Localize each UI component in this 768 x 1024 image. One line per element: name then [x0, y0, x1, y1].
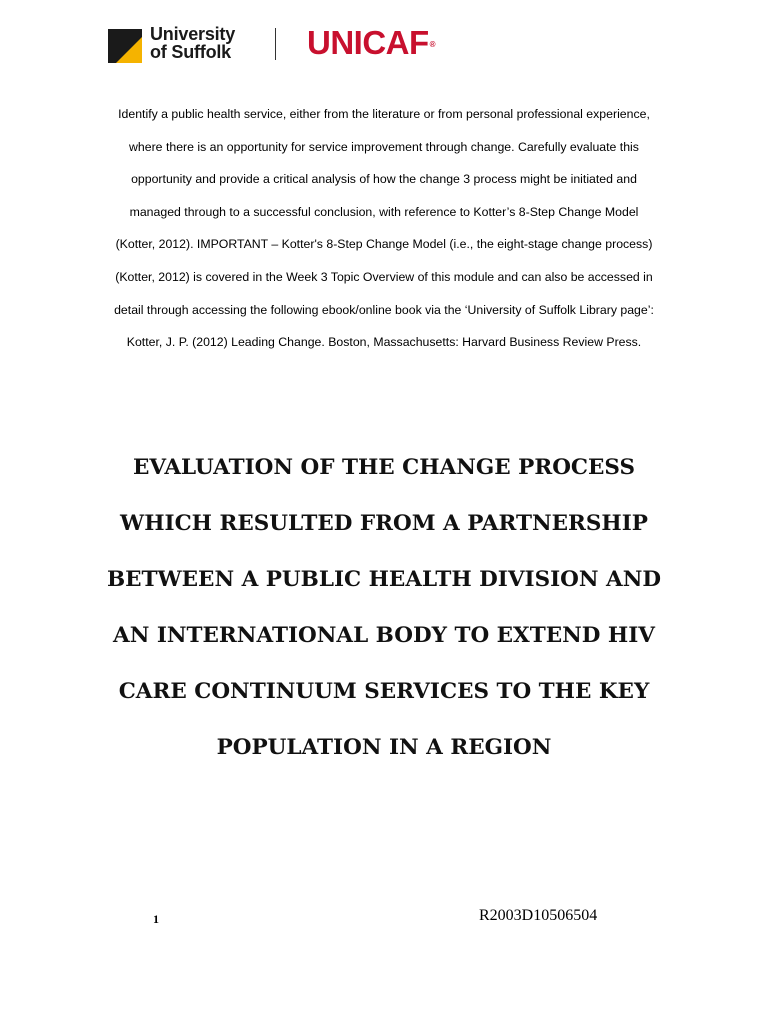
- title-line: AN INTERNATIONAL BODY TO EXTEND HIV: [113, 623, 655, 648]
- instruction-line: (Kotter, 2012). IMPORTANT – Kotter's 8-Step Change Model (i.e., the eight-stage change process): [115, 237, 653, 252]
- instruction-line: detail through accessing the following ebook/online book via the ‘University of Suffolk Library page’:: [114, 302, 654, 317]
- university-of-suffolk-wordmark: [150, 25, 235, 61]
- title-line: POPULATION IN A REGION: [216, 735, 552, 760]
- assignment-instructions: [60, 98, 708, 359]
- instruction-line: Kotter, J. P. (2012) Leading Change. Boston, Massachusetts: Harvard Business Review Press.: [126, 335, 642, 350]
- unicaf-wordmark: UNICAF: [307, 24, 429, 61]
- logo-divider: [275, 28, 276, 60]
- registered-mark: ®: [429, 40, 436, 49]
- university-name-line2: of Suffolk: [150, 42, 231, 62]
- unicaf-logo: [307, 24, 435, 62]
- title-line: BETWEEN A PUBLIC HEALTH DIVISION AND: [106, 567, 662, 592]
- page-number: 1: [153, 912, 159, 926]
- title-line: CARE CONTINUUM SERVICES TO THE KEY: [118, 679, 650, 704]
- instruction-line: opportunity and provide a critical analysis of how the change 3 process might be initiated and: [131, 172, 637, 187]
- university-name-line1: University: [150, 24, 236, 44]
- student-id: R2003D10506504: [479, 907, 598, 924]
- instruction-line: (Kotter, 2012) is covered in the Week 3 Topic Overview of this module and can also be accessed in: [115, 269, 653, 284]
- header-logos: [108, 22, 468, 62]
- title-line: WHICH RESULTED FROM A PARTNERSHIP: [120, 511, 648, 536]
- instruction-line: managed through to a successful conclusion, with reference to Kotter’s 8-Step Change Model: [129, 204, 639, 219]
- instruction-line: where there is an opportunity for service improvement through change. Carefully evaluate this: [129, 139, 639, 154]
- instruction-line: Identify a public health service, either from the literature or from personal professional experience,: [118, 107, 650, 121]
- title-line: EVALUATION OF THE CHANGE PROCESS: [132, 455, 636, 480]
- document-title: [40, 440, 728, 776]
- university-of-suffolk-logo-icon: [108, 29, 142, 63]
